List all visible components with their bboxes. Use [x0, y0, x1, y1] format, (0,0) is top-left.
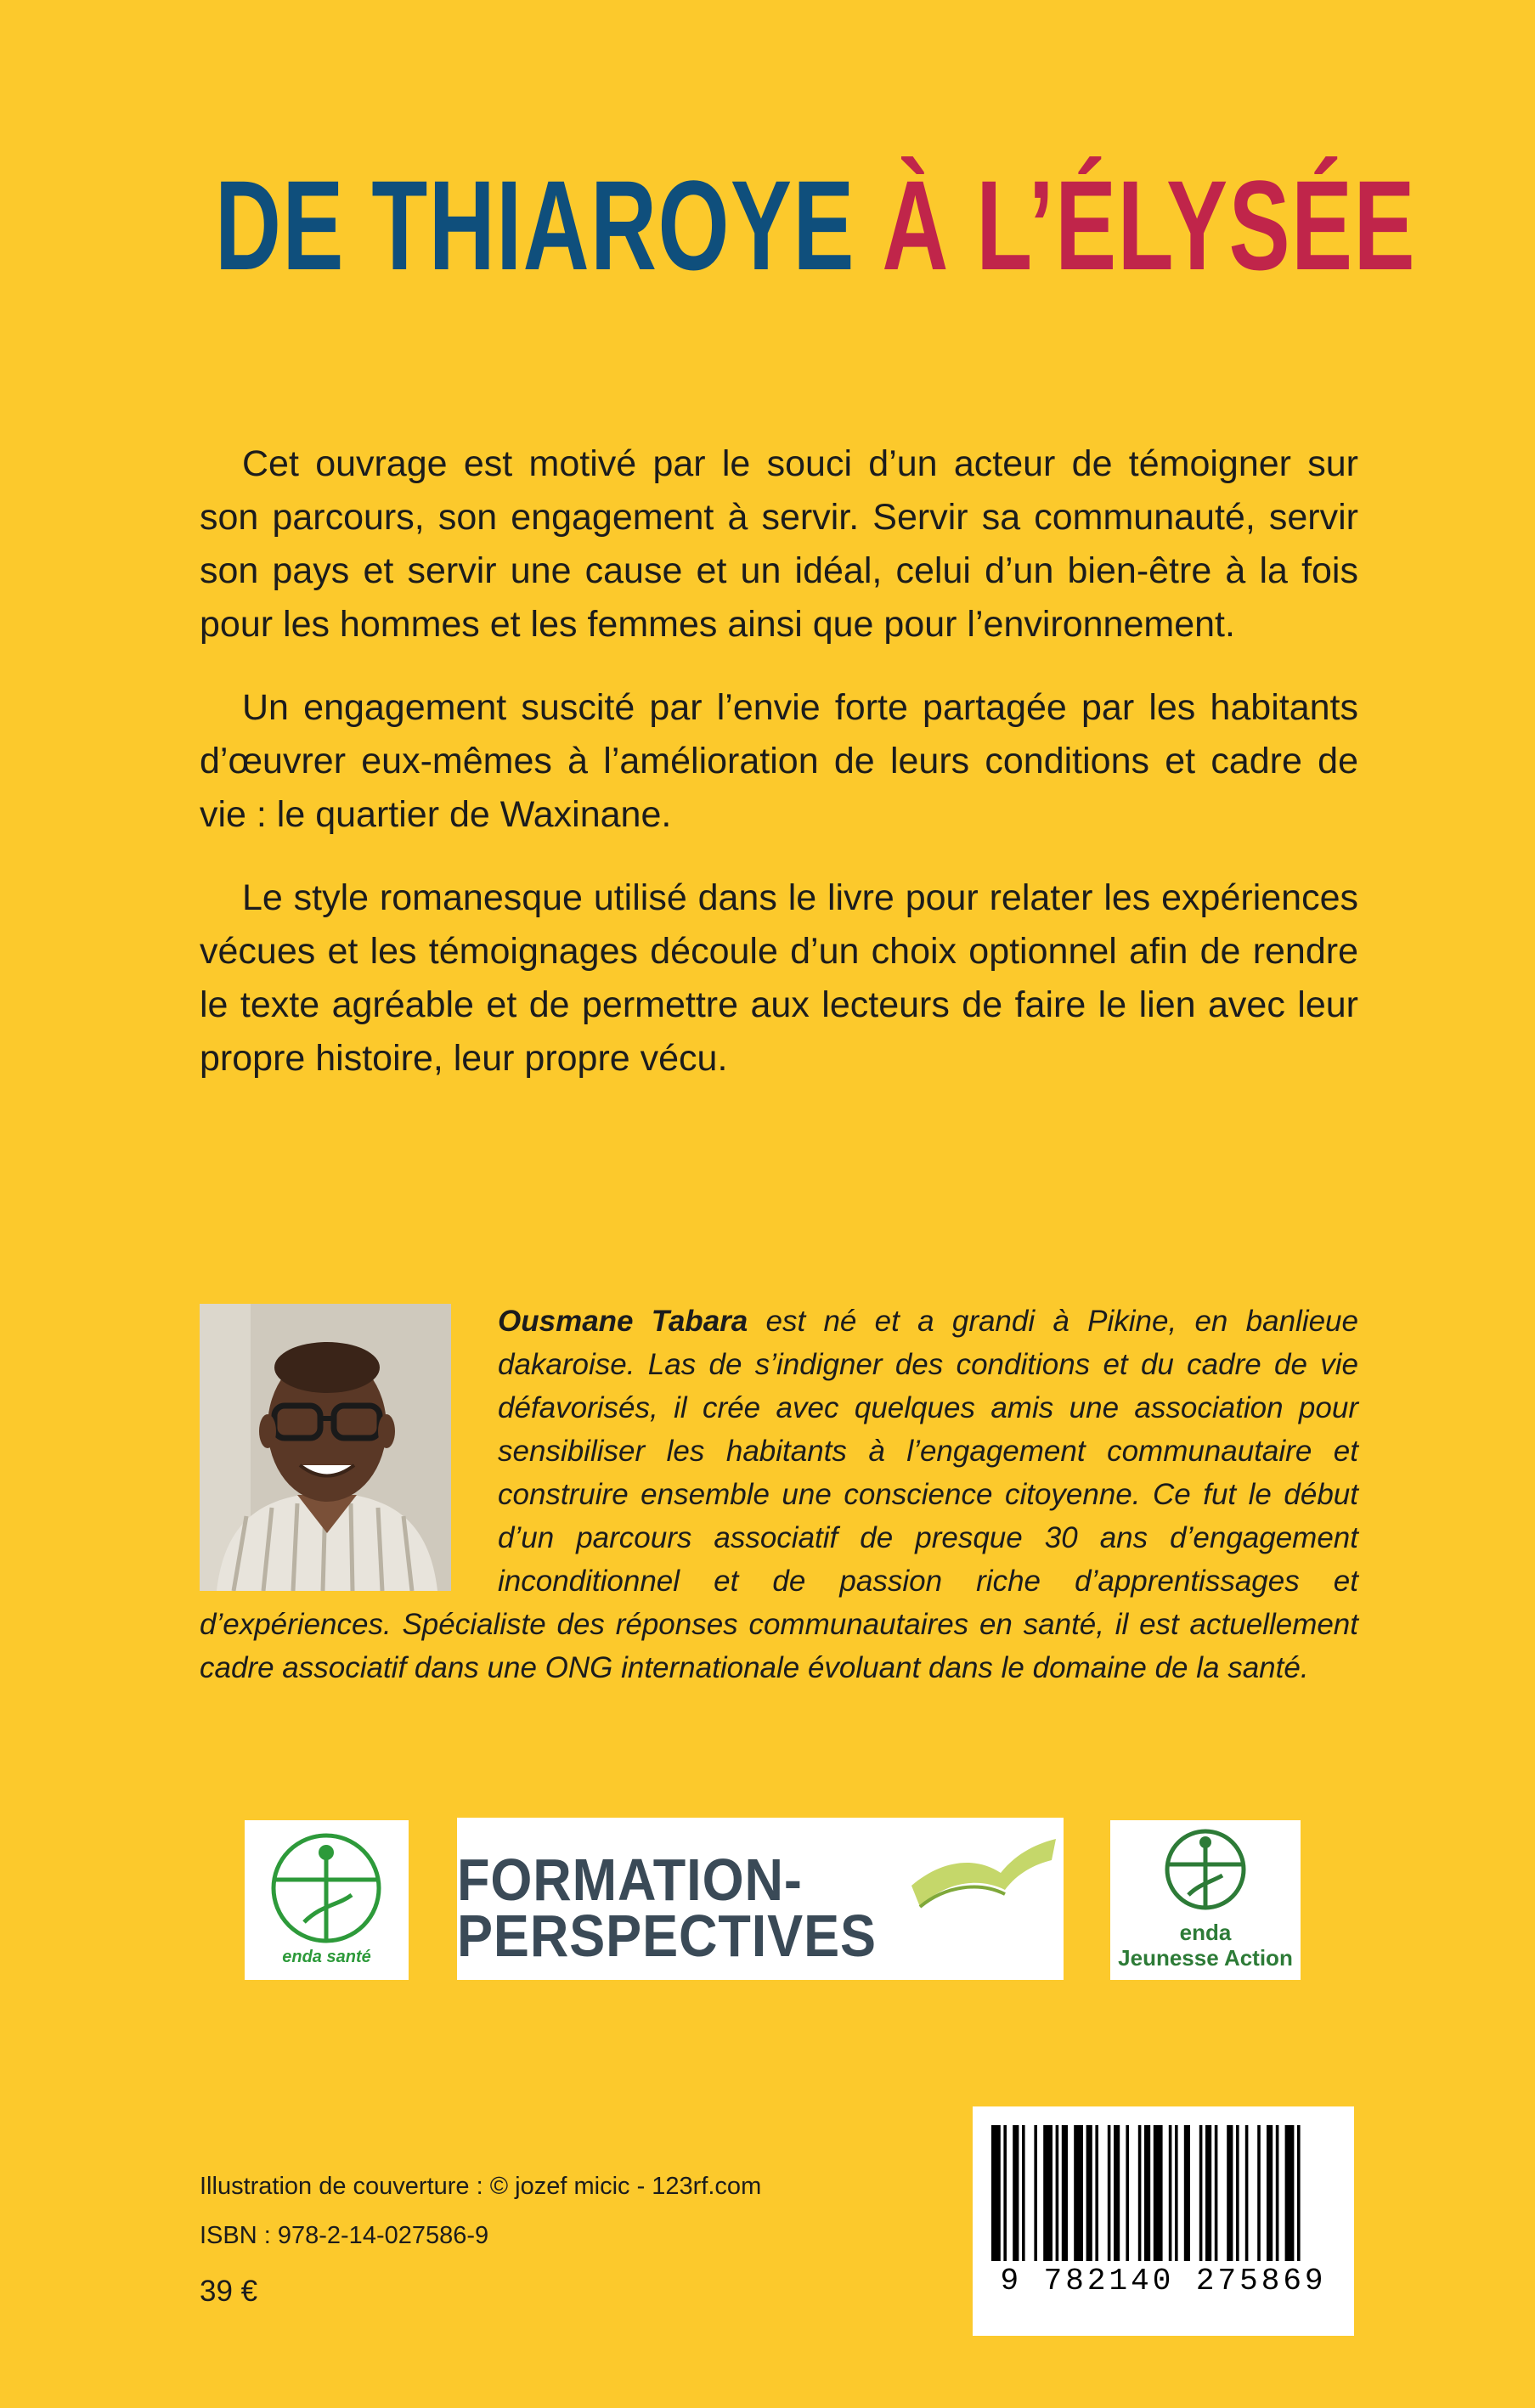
title-part-2: À L’ÉLYSÉE: [882, 154, 1417, 296]
enda-sante-label: enda santé: [282, 1948, 371, 1966]
isbn: ISBN : 978-2-14-027586-9: [200, 2222, 489, 2249]
formation-line-1: FORMATION-: [457, 1847, 803, 1913]
enda-jeunesse-action-logo: [1110, 1820, 1301, 1980]
enda-jeunesse-label: [1110, 1920, 1301, 1971]
enda-sante-logo: [245, 1820, 409, 1980]
author-name: Ousmane Tabara: [498, 1305, 748, 1338]
credits: [200, 2162, 761, 2316]
barcode-bars-icon: [973, 2106, 1354, 2268]
title-part-1: DE THIAROYE: [214, 154, 855, 296]
price: 39 €: [200, 2275, 258, 2308]
open-book-icon: [907, 1826, 1060, 1920]
formation-perspectives-logo: [457, 1818, 1064, 1980]
formation-perspectives-text: [457, 1847, 885, 1969]
author-bio-text: est né et a grandi à Pikine, en banlieue dakaroise. Las de s’indigner des conditions et du cadre de vie défavorisés, il crée avec quelques amis une association pour sensibiliser les habitants à l’engagement communautaire et construire ensemble une conscience citoyenne. Ce fut le début d’un parcours associatif de presque 30 ans d’engagement inconditionnel et de passion riche d’apprentissages et d’expériences. Spécialiste des réponses communautaires en santé, il est actuellement cadre associatif dans une ONG internationale évoluant dans le domaine de la santé.: [200, 1305, 1358, 1684]
synopsis-paragraph-3: Le style romanesque utilisé dans le livre pour relater les expériences vécues et les témoignages découle d’un choix optionnel afin de rendre le texte agréable et de permettre aux lecteurs de faire le lien avec leur propre histoire, leur propre vécu.: [200, 877, 1358, 1079]
barcode: [973, 2106, 1354, 2336]
illustration-credit: Illustration de couverture : © jozef micic - 123rf.com: [200, 2173, 762, 2200]
barcode-digits: 9 782140 275869: [1000, 2264, 1327, 2298]
synopsis-paragraph-2: Un engagement suscité par l’envie forte partagée par les habitants d’œuvrer eux-mêmes à l’amélioration de leurs conditions et cadre de vie : le quartier de Waxinane.: [200, 687, 1358, 835]
enda-jeunesse-emblem-icon: [1110, 1820, 1301, 1922]
book-title: [214, 154, 1417, 296]
enda-label: enda: [1179, 1920, 1232, 1945]
jeunesse-action-label: Jeunesse Action: [1118, 1945, 1293, 1971]
formation-line-2: PERSPECTIVES: [457, 1903, 877, 1969]
synopsis-paragraph-1: Cet ouvrage est motivé par le souci d’un acteur de témoigner sur son parcours, son engagement à servir. Servir sa communauté, servir son pays et servir une cause et un idéal, celui d’un bien-être à la fois pour les hommes et les femmes ainsi que pour l’environnement.: [200, 443, 1358, 645]
synopsis: [200, 437, 1358, 1115]
author-bio: [200, 1300, 1358, 1689]
